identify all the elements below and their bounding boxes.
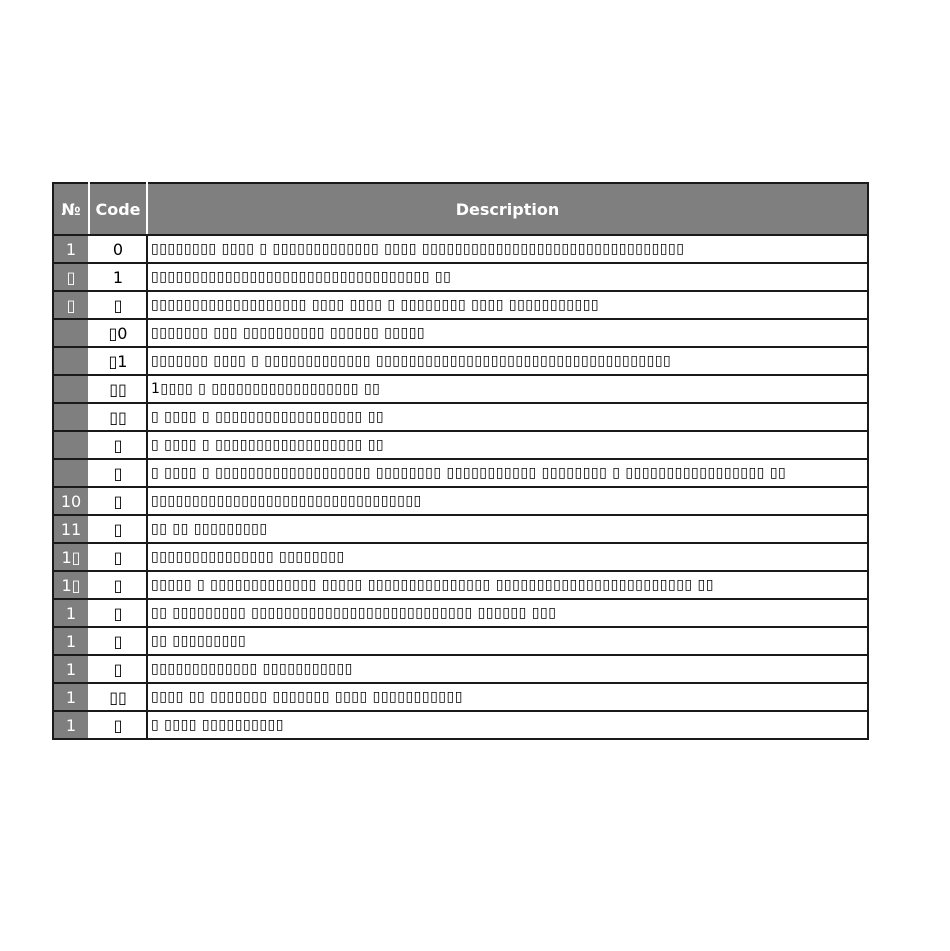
- table-row: [53, 263, 868, 291]
- header-code: Code: [89, 183, 147, 235]
- row-number-cell: 1: [53, 235, 89, 263]
- table-row: [53, 599, 868, 627]
- code-cell: 1: [89, 263, 147, 291]
- row-number-cell: 11: [53, 515, 89, 543]
- description-cell: 1▯▯▯▯ ▯ ▯▯▯▯▯▯▯▯▯▯▯▯▯▯▯▯▯▯ ▯▯: [147, 375, 868, 403]
- code-cell: ▯▯: [89, 683, 147, 711]
- description-cell: ▯ ▯▯▯▯ ▯ ▯▯▯▯▯▯▯▯▯▯▯▯▯▯▯▯▯▯▯ ▯▯▯▯▯▯▯▯ ▯▯▯▯▯▯▯▯▯▯▯ ▯▯▯▯▯▯▯▯ ▯ ▯▯▯▯▯▯▯▯▯▯▯▯▯▯▯▯▯ ▯▯: [147, 459, 868, 487]
- row-number-cell: 1▯: [53, 571, 89, 599]
- description-cell: ▯ ▯▯▯▯ ▯▯▯▯▯▯▯▯▯▯: [147, 711, 868, 739]
- code-cell: ▯▯: [89, 375, 147, 403]
- table-row: [53, 291, 868, 319]
- table-row: [53, 347, 868, 375]
- row-number-cell: 1: [53, 599, 89, 627]
- row-number-cell: [53, 459, 89, 487]
- description-cell: ▯▯ ▯▯ ▯▯▯▯▯▯▯▯▯: [147, 515, 868, 543]
- table-row: [53, 515, 868, 543]
- description-cell: ▯▯▯▯▯▯▯ ▯▯▯ ▯▯▯▯▯▯▯▯▯▯ ▯▯▯▯▯▯ ▯▯▯▯▯: [147, 319, 868, 347]
- description-cell: ▯ ▯▯▯▯ ▯ ▯▯▯▯▯▯▯▯▯▯▯▯▯▯▯▯▯▯ ▯▯: [147, 431, 868, 459]
- description-cell: ▯▯▯▯ ▯▯ ▯▯▯▯▯▯▯ ▯▯▯▯▯▯▯ ▯▯▯▯ ▯▯▯▯▯▯▯▯▯▯▯: [147, 683, 868, 711]
- row-number-cell: [53, 431, 89, 459]
- row-number-cell: 1: [53, 711, 89, 739]
- row-number-cell: 1▯: [53, 543, 89, 571]
- table-header: [53, 183, 868, 235]
- table-row: [53, 627, 868, 655]
- code-cell: ▯▯: [89, 403, 147, 431]
- row-number-cell: 1: [53, 627, 89, 655]
- code-cell: ▯1: [89, 347, 147, 375]
- code-cell: ▯: [89, 571, 147, 599]
- header-row: [53, 183, 868, 235]
- header-num: №: [53, 183, 89, 235]
- code-cell: ▯: [89, 515, 147, 543]
- description-cell: ▯▯▯▯▯ ▯ ▯▯▯▯▯▯▯▯▯▯▯▯▯ ▯▯▯▯▯ ▯▯▯▯▯▯▯▯▯▯▯▯▯▯▯ ▯▯▯▯▯▯▯▯▯▯▯▯▯▯▯▯▯▯▯▯▯▯▯▯ ▯▯: [147, 571, 868, 599]
- description-cell: ▯▯▯▯▯▯▯▯▯▯▯▯▯▯▯ ▯▯▯▯▯▯▯▯: [147, 543, 868, 571]
- description-cell: ▯▯▯▯▯▯▯▯▯▯▯▯▯ ▯▯▯▯▯▯▯▯▯▯▯: [147, 655, 868, 683]
- row-number-cell: 10: [53, 487, 89, 515]
- description-cell: ▯▯▯▯▯▯▯ ▯▯▯▯ ▯ ▯▯▯▯▯▯▯▯▯▯▯▯▯ ▯▯▯▯▯▯▯▯▯▯▯▯▯▯▯▯▯▯▯▯▯▯▯▯▯▯▯▯▯▯▯▯▯▯▯▯: [147, 347, 868, 375]
- table-row: [53, 235, 868, 263]
- table-row: [53, 543, 868, 571]
- table-row: [53, 459, 868, 487]
- table-row: [53, 655, 868, 683]
- code-cell: ▯0: [89, 319, 147, 347]
- description-cell: ▯▯▯▯▯▯▯▯▯▯▯▯▯▯▯▯▯▯▯▯▯▯▯▯▯▯▯▯▯▯▯▯▯: [147, 487, 868, 515]
- table-body: [53, 235, 868, 739]
- table-row: [53, 403, 868, 431]
- row-number-cell: [53, 375, 89, 403]
- table-row: [53, 571, 868, 599]
- description-cell: ▯ ▯▯▯▯ ▯ ▯▯▯▯▯▯▯▯▯▯▯▯▯▯▯▯▯▯ ▯▯: [147, 403, 868, 431]
- description-cell: ▯▯▯▯▯▯▯▯▯▯▯▯▯▯▯▯▯▯▯▯▯▯▯▯▯▯▯▯▯▯▯▯▯▯ ▯▯: [147, 263, 868, 291]
- header-description: Description: [147, 183, 868, 235]
- code-cell: ▯: [89, 627, 147, 655]
- table-row: [53, 431, 868, 459]
- table-row: [53, 487, 868, 515]
- code-cell: ▯: [89, 655, 147, 683]
- data-table: [52, 182, 869, 740]
- code-cell: ▯: [89, 291, 147, 319]
- code-cell: ▯: [89, 543, 147, 571]
- row-number-cell: 1: [53, 683, 89, 711]
- code-cell: 0: [89, 235, 147, 263]
- code-cell: ▯: [89, 487, 147, 515]
- row-number-cell: ▯: [53, 291, 89, 319]
- code-cell: ▯: [89, 459, 147, 487]
- code-cell: ▯: [89, 431, 147, 459]
- description-cell: ▯▯ ▯▯▯▯▯▯▯▯▯ ▯▯▯▯▯▯▯▯▯▯▯▯▯▯▯▯▯▯▯▯▯▯▯▯▯▯▯ ▯▯▯▯▯▯ ▯▯▯: [147, 599, 868, 627]
- row-number-cell: [53, 403, 89, 431]
- table-row: [53, 375, 868, 403]
- description-cell: ▯▯ ▯▯▯▯▯▯▯▯▯: [147, 627, 868, 655]
- description-cell: ▯▯▯▯▯▯▯▯▯▯▯▯▯▯▯▯▯▯▯ ▯▯▯▯ ▯▯▯▯ ▯ ▯▯▯▯▯▯▯▯ ▯▯▯▯ ▯▯▯▯▯▯▯▯▯▯▯: [147, 291, 868, 319]
- description-cell: ▯▯▯▯▯▯▯▯ ▯▯▯▯ ▯ ▯▯▯▯▯▯▯▯▯▯▯▯▯ ▯▯▯▯ ▯▯▯▯▯▯▯▯▯▯▯▯▯▯▯▯▯▯▯▯▯▯▯▯▯▯▯▯▯▯▯▯: [147, 235, 868, 263]
- row-number-cell: [53, 347, 89, 375]
- row-number-cell: 1: [53, 655, 89, 683]
- code-cell: ▯: [89, 711, 147, 739]
- code-cell: ▯: [89, 599, 147, 627]
- table-row: [53, 683, 868, 711]
- row-number-cell: ▯: [53, 263, 89, 291]
- row-number-cell: [53, 319, 89, 347]
- table-row: [53, 711, 868, 739]
- table-row: [53, 319, 868, 347]
